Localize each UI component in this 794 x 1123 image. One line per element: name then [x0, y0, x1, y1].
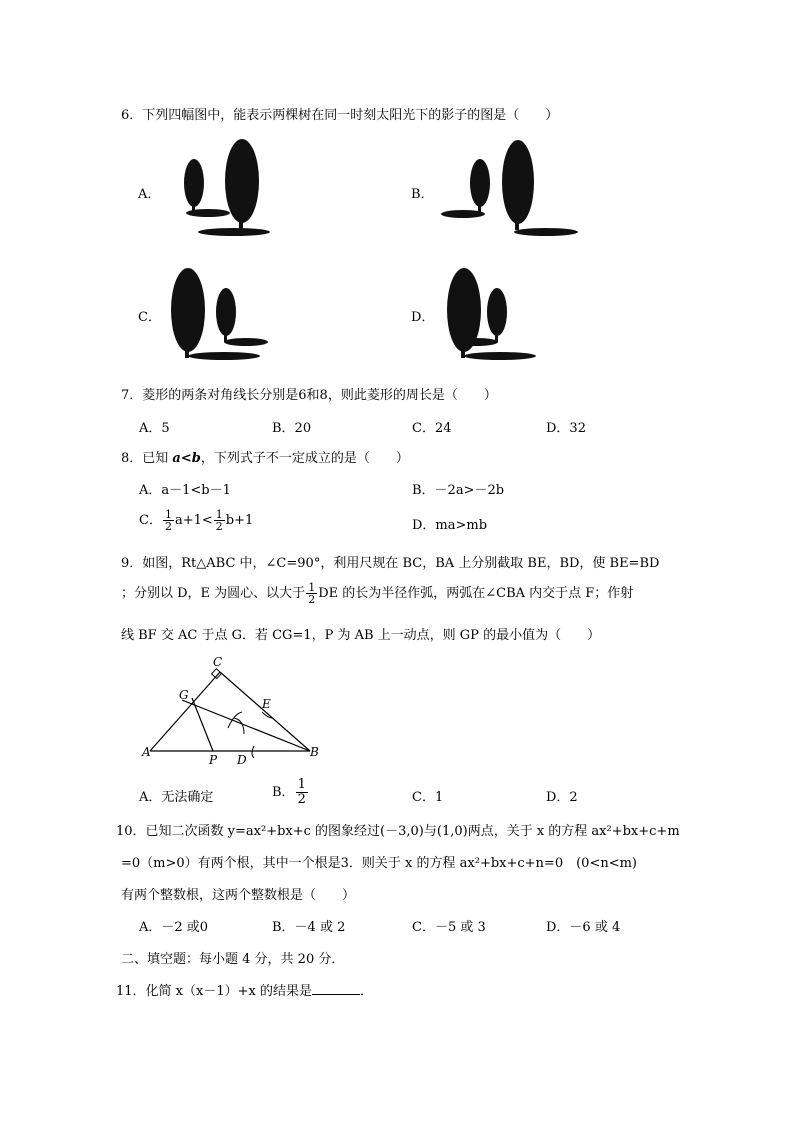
q6-figure-c: [164, 262, 274, 366]
shadow-icon: [198, 228, 270, 236]
label-p: P: [209, 753, 218, 767]
q6-figure-d: [440, 262, 550, 366]
tree-small-icon: [216, 288, 236, 336]
shadow-icon: [441, 210, 485, 218]
q6-figure-b: [438, 136, 583, 240]
q6-option-b-label: B．: [411, 187, 434, 202]
q8-option-a: A．a－1<b－1: [139, 483, 231, 498]
q6-option-d-label: D．: [411, 310, 435, 325]
q6-option-c-label: C．: [138, 310, 161, 325]
q6-option-a-label: A．: [138, 187, 161, 202]
q7-option-a: A．5: [139, 421, 170, 436]
q11-answer-blank[interactable]: [312, 982, 360, 995]
label-c: C: [213, 655, 223, 669]
q10-line2: =0（m>0）有两个根，其中一个根是3．则关于 x 的方程 ax²+bx+c+n=0 (0<n<m): [121, 856, 637, 871]
q9-line1: 9．如图，Rt△ABC 中，∠C=90°，利用尺规在 BC，BA 上分别截取 BE，BD，使 BE=BD: [121, 556, 660, 571]
q9-line3: 线 BF 交 AC 于点 G．若 CG=1，P 为 AB 上一动点，则 GP 的最小值为（ ）: [121, 628, 601, 643]
q7-option-c: C．24: [412, 421, 452, 436]
q10-option-c: C．－5 或 3: [412, 920, 486, 935]
label-a: A: [142, 745, 151, 759]
q7-option-d: D．32: [546, 421, 586, 436]
tree-small-icon: [184, 159, 204, 207]
q10-line3: 有两个整数根，这两个整数根是（ ）: [121, 888, 356, 903]
q9-line2: ；分别以 D，E 为圆心、以大于 $\frac{1}{2}$ DE 的长为半径作弧，两弧在∠CBA 内交于点 F；作射: [121, 581, 634, 606]
q9-option-a: A．无法确定: [139, 790, 214, 805]
shadow-icon: [188, 352, 260, 360]
q10-option-a: A．－2 或0: [139, 920, 209, 935]
label-g: G: [179, 688, 189, 702]
q7-stem: 7．菱形的两条对角线长分别是6和8，则此菱形的周长是（ ）: [121, 388, 497, 403]
tree-large-icon: [502, 140, 534, 224]
shadow-icon: [464, 352, 536, 360]
q9-option-b: B． $\frac{1}{2}$: [272, 777, 306, 807]
shadow-icon: [186, 209, 230, 217]
shadow-icon: [224, 338, 268, 346]
label-d: D: [237, 753, 247, 767]
tree-large-icon: [171, 268, 205, 352]
q7-option-b: B．20: [272, 421, 312, 436]
q11-stem: 11．化简 x（x－1）+x 的结果是 ．: [116, 984, 373, 999]
tree-small-icon: [470, 159, 490, 207]
q8-option-d: D．ma>mb: [412, 518, 488, 533]
q9-option-d: D．2: [546, 790, 578, 805]
section-2-title: 二、填空题：每小题 4 分，共 20 分．: [121, 952, 345, 967]
q6-figure-a: [156, 136, 276, 240]
tree-small-icon: [487, 288, 507, 336]
q9-triangle-figure: [130, 650, 330, 770]
shadow-icon: [514, 228, 578, 236]
label-e: E: [262, 697, 271, 711]
q8-option-c: C． $\frac{1}{2}$ a+1< $\frac{1}{2}$ b+1: [139, 508, 254, 533]
tree-large-icon: [225, 139, 259, 223]
shadow-icon: [454, 338, 498, 346]
q9-option-c: C．1: [412, 790, 444, 805]
q6-stem: 6．下列四幅图中，能表示两棵树在同一时刻太阳光下的影子的图是（ ）: [121, 108, 559, 123]
q8-option-b: B．－2a>－2b: [412, 483, 505, 498]
label-b: B: [310, 745, 319, 759]
q10-option-b: B．－4 或 2: [272, 920, 346, 935]
q8-stem: 8．已知 a<b，下列式子不一定成立的是（ ）: [121, 451, 409, 466]
q10-option-d: D．－6 或 4: [546, 920, 621, 935]
q10-line1: 10．已知二次函数 y=ax²+bx+c 的图象经过(－3,0)与(1,0)两点，关于 x 的方程 ax²+bx+c+m: [116, 824, 680, 839]
